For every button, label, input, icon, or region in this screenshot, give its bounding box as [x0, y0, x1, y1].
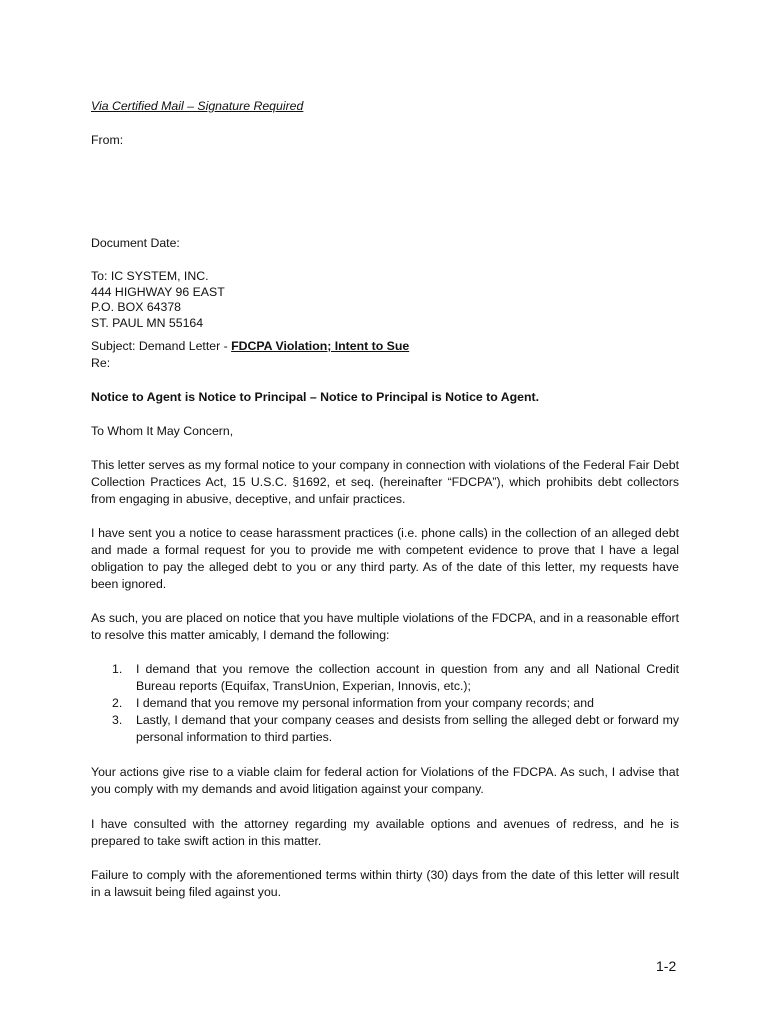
paragraph-prior-notice: I have sent you a notice to cease harassment practices (i.e. phone calls) in the collection of an alleged debt and made a formal request for you to provide me with competent evidence to prove that I have a legal obligation to pay the alleged debt to you or any third party. As of the date of this letter, my requests have been ignored. — [91, 526, 679, 591]
paragraph-deadline: Failure to comply with the aforementioned terms within thirty (30) days from the date of this letter will result in a lawsuit being filed against you. — [91, 868, 679, 899]
subject-prefix: Subject: Demand Letter - — [91, 339, 232, 353]
demand-item — [91, 712, 679, 746]
demand-text: I demand that you remove my personal information from your company records; and — [136, 696, 594, 710]
recipient-address-line3: ST. PAUL MN 55164 — [91, 316, 204, 331]
demands-list — [91, 661, 679, 746]
demand-item — [91, 695, 679, 712]
paragraph-demand-intro: As such, you are placed on notice that you have multiple violations of the FDCPA, and in a reasonable effort to resolve this matter amicably, I demand the following: — [91, 611, 679, 642]
delivery-method: Via Certified Mail – Signature Required — [91, 99, 304, 113]
from-label: From: — [91, 133, 124, 147]
demand-text: I demand that you remove the collection account in question from any and all National Credit Bureau reports (Equifax, TransUnion, Experian, Innovis, etc.); — [136, 662, 679, 693]
re-label: Re: — [91, 356, 111, 370]
subject-emphasis: FDCPA Violation; Intent to Sue — [231, 339, 410, 353]
demand-number: 1. — [112, 662, 123, 676]
recipient-to-line: To: IC SYSTEM, INC. — [91, 269, 209, 283]
recipient-address-line1: 444 HIGHWAY 96 EAST — [91, 284, 225, 299]
notice-heading: Notice to Agent is Notice to Principal – Notice to Principal is Notice to Agent. — [91, 390, 539, 404]
page-number: 1-2 — [656, 958, 677, 974]
paragraph-fdcpa-notice: This letter serves as my formal notice to your company in connection with violations of the Federal Fair Debt Collection Practices Act, 15 U.S.C. §1692, et seq. (hereinafter “FDCPA”), which prohibits debt collectors from engaging in abusive, deceptive, and unfair practices. — [91, 458, 679, 506]
demand-text: Lastly, I demand that your company ceases and desists from selling the alleged debt or forward my personal information to third parties. — [136, 713, 679, 744]
paragraph-viable-claim: Your actions give rise to a viable claim for federal action for Violations of the FDCPA. As such, I advise that you comply with my demands and avoid litigation against your company. — [91, 765, 679, 796]
paragraph-attorney: I have consulted with the attorney regarding my available options and avenues of redress, and he is prepared to take swift action in this matter. — [91, 817, 679, 848]
subject-line — [91, 338, 679, 355]
recipient-address-line2: P.O. BOX 64378 — [91, 300, 182, 315]
salutation: To Whom It May Concern, — [91, 424, 234, 438]
demand-number: 3. — [112, 713, 123, 727]
demand-item — [91, 661, 679, 695]
document-date-label: Document Date: — [91, 236, 180, 250]
demand-number: 2. — [112, 696, 123, 710]
recipient-address — [91, 269, 679, 332]
